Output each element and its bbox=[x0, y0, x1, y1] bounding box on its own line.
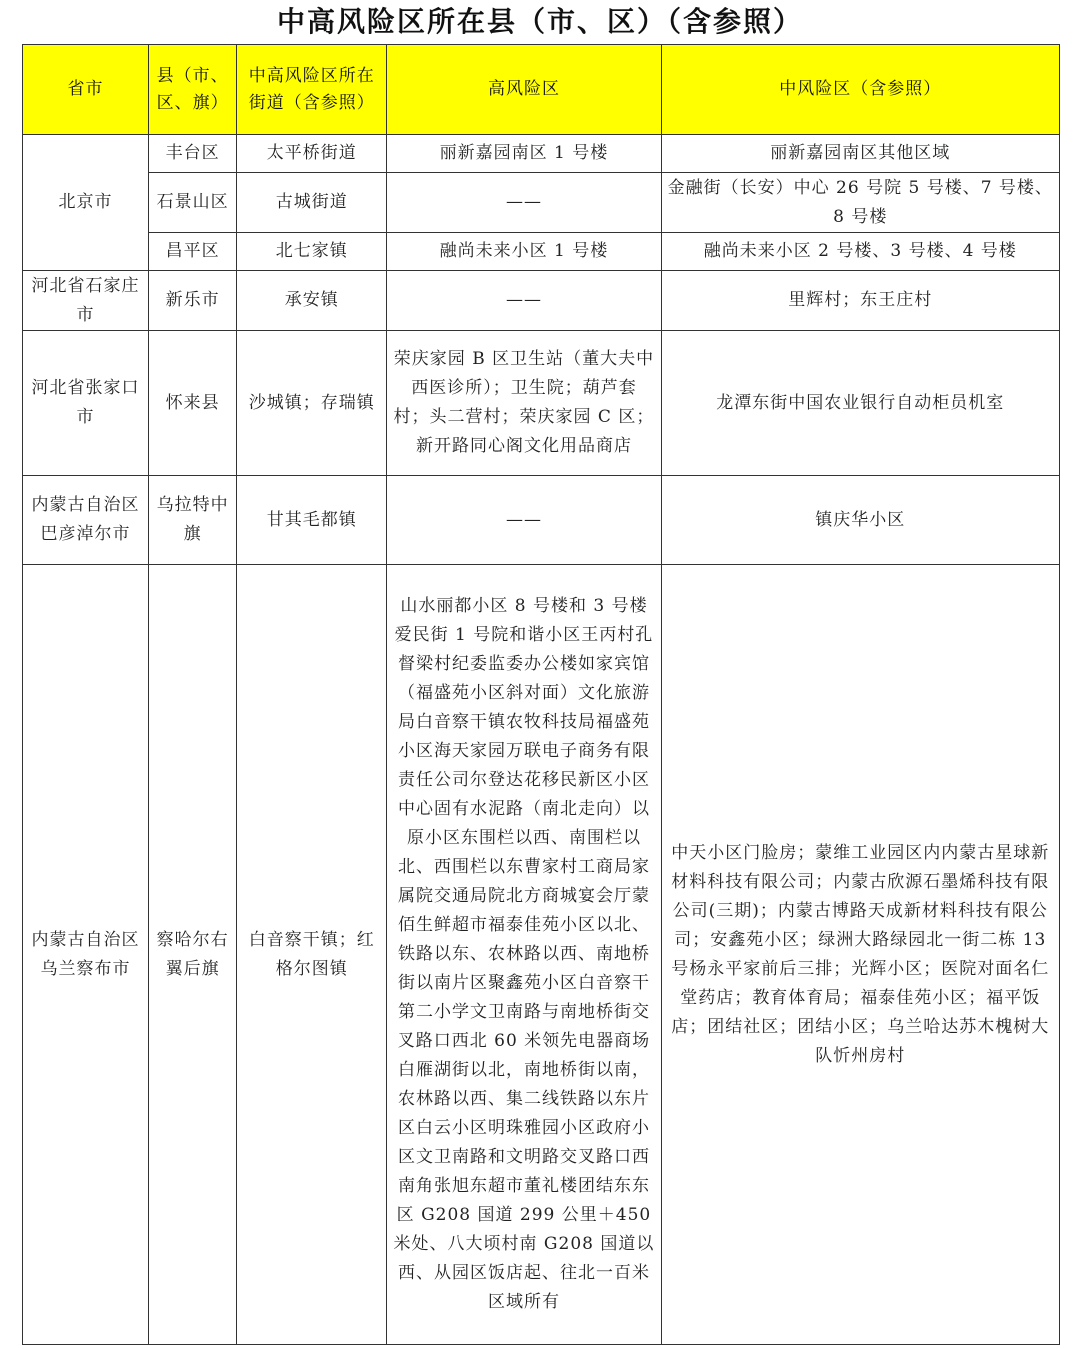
table-row bbox=[23, 331, 1060, 476]
mid-risk-cell: 里辉村；东王庄村 bbox=[661, 271, 1059, 331]
high-risk-cell: 融尚未来小区 1 号楼 bbox=[387, 233, 661, 271]
county-cell: 石景山区 bbox=[149, 173, 237, 233]
county-cell: 乌拉特中旗 bbox=[149, 476, 237, 565]
high-risk-cell: —— bbox=[387, 476, 661, 565]
province-cell: 河北省张家口市 bbox=[23, 331, 149, 476]
street-cell: 北七家镇 bbox=[237, 233, 387, 271]
street-cell: 沙城镇；存瑞镇 bbox=[237, 331, 387, 476]
high-risk-cell: —— bbox=[387, 271, 661, 331]
mid-risk-cell: 中天小区门脸房；蒙维工业园区内内蒙古星球新材料科技有限公司；内蒙古欣源石墨烯科技有限公司(三期)；内蒙古博路天成新材料科技有限公司；安鑫苑小区；绿洲大路绿园北一街二栋 13 号杨永平家前后三排；光辉小区；医院对面名仁堂药店；教育体育局；福泰佳苑小区；福平饭店；团结社区；团结小区；乌兰哈达苏木槐树大队忻州房村 bbox=[661, 565, 1059, 1345]
mid-risk-cell: 丽新嘉园南区其他区域 bbox=[661, 135, 1059, 173]
street-cell: 古城街道 bbox=[237, 173, 387, 233]
table-row bbox=[23, 271, 1060, 331]
county-cell: 察哈尔右翼后旗 bbox=[149, 565, 237, 1345]
table-row bbox=[23, 233, 1060, 271]
county-cell: 新乐市 bbox=[149, 271, 237, 331]
table-row bbox=[23, 565, 1060, 1345]
county-cell: 怀来县 bbox=[149, 331, 237, 476]
high-risk-cell: 丽新嘉园南区 1 号楼 bbox=[387, 135, 661, 173]
mid-risk-cell: 龙潭东街中国农业银行自动柜员机室 bbox=[661, 331, 1059, 476]
mid-risk-cell: 镇庆华小区 bbox=[661, 476, 1059, 565]
street-cell: 承安镇 bbox=[237, 271, 387, 331]
province-cell: 内蒙古自治区乌兰察布市 bbox=[23, 565, 149, 1345]
street-cell: 甘其毛都镇 bbox=[237, 476, 387, 565]
high-risk-cell: 荣庆家园 B 区卫生站（董大夫中西医诊所）；卫生院；葫芦套村；头二营村；荣庆家园 C 区；新开路同心阁文化用品商店 bbox=[387, 331, 661, 476]
high-risk-cell: —— bbox=[387, 173, 661, 233]
high-risk-cell: 山水丽都小区 8 号楼和 3 号楼爱民街 1 号院和谐小区王丙村孔督梁村纪委监委办公楼如家宾馆（福盛苑小区斜对面）文化旅游局白音察干镇农牧科技局福盛苑小区海天家园万联电子商务有限责任公司尔登达花移民新区小区中心固有水泥路（南北走向）以原小区东围栏以西、南围栏以北、西围栏以东曹家村工商局家属院交通局院北方商城宴会厅蒙佰生鲜超市福泰佳苑小区以北、铁路以东、农林路以西、南地桥街以南片区聚鑫苑小区白音察干第二小学文卫南路与南地桥街交叉路口西北 60 米领先电器商场白雁湖街以北，南地桥街以南，农林路以西、集二线铁路以东片区白云小区明珠雅园小区政府小区文卫南路和文明路交叉路口西南角张旭东超市董礼楼团结东东区 G208 国道 299 公里＋450 米处、八大顷村南 G208 国道以西、从园区饭店起、往北一百米区域所有 bbox=[387, 565, 661, 1345]
header-county: 县（市、区、旗） bbox=[149, 45, 237, 135]
mid-risk-cell: 金融街（长安）中心 26 号院 5 号楼、7 号楼、8 号楼 bbox=[661, 173, 1059, 233]
table-row bbox=[23, 173, 1060, 233]
province-cell: 河北省石家庄市 bbox=[23, 271, 149, 331]
county-cell: 昌平区 bbox=[149, 233, 237, 271]
header-high-risk: 高风险区 bbox=[387, 45, 661, 135]
county-cell: 丰台区 bbox=[149, 135, 237, 173]
table-row bbox=[23, 476, 1060, 565]
header-street: 中高风险区所在街道（含参照） bbox=[237, 45, 387, 135]
risk-area-table bbox=[22, 44, 1060, 1345]
table-header-row bbox=[23, 45, 1060, 135]
table-row bbox=[23, 135, 1060, 173]
header-mid-risk: 中风险区（含参照） bbox=[661, 45, 1059, 135]
mid-risk-cell: 融尚未来小区 2 号楼、3 号楼、4 号楼 bbox=[661, 233, 1059, 271]
page-title: 中高风险区所在县（市、区）（含参照） bbox=[276, 5, 803, 38]
street-cell: 太平桥街道 bbox=[237, 135, 387, 173]
province-cell: 北京市 bbox=[23, 135, 149, 271]
header-province: 省市 bbox=[23, 45, 149, 135]
province-cell: 内蒙古自治区巴彦淖尔市 bbox=[23, 476, 149, 565]
street-cell: 白音察干镇；红格尔图镇 bbox=[237, 565, 387, 1345]
